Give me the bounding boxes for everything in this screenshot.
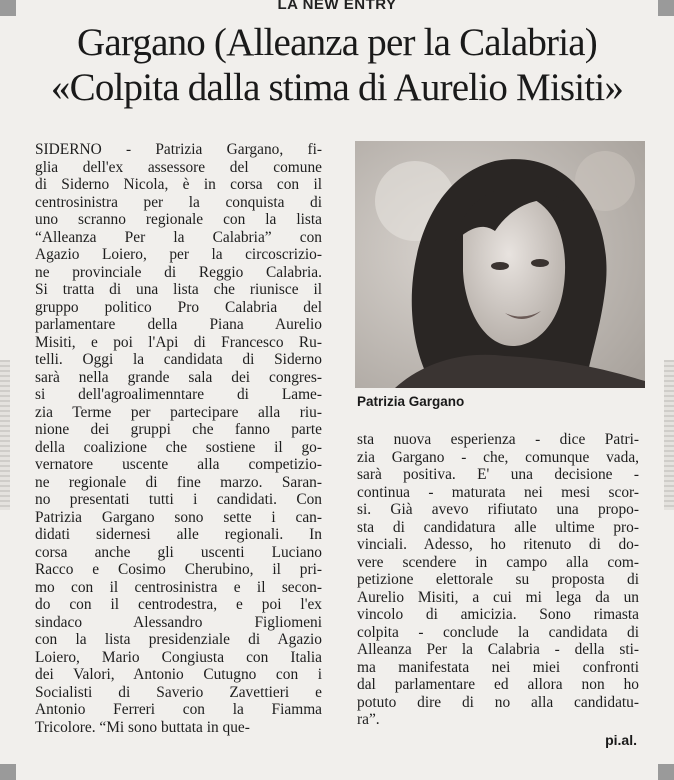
article-line: parlamentare della Piana Aurelio bbox=[35, 316, 322, 333]
article-line: Antonio Ferreri con la Fiamma bbox=[35, 701, 322, 718]
article-line: Loiero, Mario Congiusta con Italia bbox=[35, 648, 322, 666]
article-column-right bbox=[357, 431, 639, 729]
article-line: si. Già avevo rifiutato una propo- bbox=[357, 501, 639, 518]
frame-corner bbox=[0, 764, 16, 780]
portrait-image bbox=[355, 141, 645, 388]
scan-edge bbox=[0, 360, 10, 510]
article-line: “Alleanza Per la Calabria” con bbox=[35, 228, 322, 246]
article-line: do con il centrodestra, e poi l'ex bbox=[35, 596, 322, 613]
article-line: ra”. bbox=[357, 711, 380, 728]
photo-caption: Patrizia Gargano bbox=[357, 394, 465, 409]
article-line: Socialisti di Saverio Zavettieri e bbox=[35, 683, 322, 701]
scan-edge bbox=[664, 360, 674, 510]
article-line: nione dei gruppi che fanno parte bbox=[35, 421, 322, 438]
article-line: centrosinistra per la conquista di bbox=[35, 193, 322, 211]
article-line: gruppo politico Pro Calabria del bbox=[35, 298, 322, 316]
article-line: di Siderno Nicola, è in corsa con il bbox=[35, 176, 322, 193]
article-line: telli. Oggi la candidata di Siderno bbox=[35, 351, 322, 368]
article-line: sta nuova esperienza - dice Patri- bbox=[357, 431, 639, 448]
headline bbox=[0, 20, 674, 110]
article-line: Aurelio Misiti, a cui mi lega da un bbox=[357, 588, 639, 606]
article-column-left bbox=[35, 141, 322, 736]
article-line: sarà positiva. E' una decisione - bbox=[357, 466, 639, 483]
article-line: uno scranno regionale con la lista bbox=[35, 211, 322, 228]
article-line: Agazio Loiero, per la circoscrizio- bbox=[35, 246, 322, 263]
article-line: della coalizione che sostiene il go- bbox=[35, 438, 322, 456]
article-line: no presentati tutti i candidati. Con bbox=[35, 491, 322, 508]
article-line: continua - maturata nei mesi scor- bbox=[357, 483, 639, 501]
article-line: Patrizia Gargano sono sette i can- bbox=[35, 508, 322, 526]
article-line: colpita - conclude la candidata di bbox=[357, 623, 639, 641]
article-line: petizione elettorale su proposta di bbox=[357, 571, 639, 588]
article-line: SIDERNO - Patrizia Gargano, fi- bbox=[35, 141, 322, 158]
section-kicker: LA NEW ENTRY bbox=[277, 0, 397, 13]
article-line: si dell'agroalimenntare di Lame- bbox=[35, 386, 322, 403]
portrait-photo bbox=[355, 141, 645, 388]
article-line: sta di candidatura alle ultime pro- bbox=[357, 518, 639, 536]
article-line: dal parlamentare ed allora non ho bbox=[357, 676, 639, 693]
article-line: didati sidernesi alle regionali. In bbox=[35, 526, 322, 543]
article-line: ma manifestata nei miei confronti bbox=[357, 658, 639, 676]
article-line: mo con il centrosinistra e il secon- bbox=[35, 578, 322, 596]
article-line: sindaco Alessandro Figliomeni bbox=[35, 613, 322, 631]
article-line: Racco e Cosimo Cherubino, il pri- bbox=[35, 561, 322, 578]
article-line: zia Gargano - che, comunque vada, bbox=[357, 448, 639, 466]
article-line: zia Terme per partecipare alla riu- bbox=[35, 403, 322, 421]
article-line: ne provinciale di Reggio Calabria. bbox=[35, 263, 322, 281]
article-line: potuto dire di no alla candidatu- bbox=[357, 693, 639, 711]
article-line: vernatore uscente alla competizio- bbox=[35, 456, 322, 473]
article-line: vinciali. Adesso, ho ritenuto di do- bbox=[357, 536, 639, 553]
article-line: corsa anche gli uscenti Luciano bbox=[35, 543, 322, 561]
article-line: dei Valori, Antonio Cutugno con i bbox=[35, 666, 322, 683]
article-line: Misiti, e poi l'Api di Francesco Ru- bbox=[35, 333, 322, 351]
article-line: vere scendere in campo alla com- bbox=[357, 553, 639, 571]
article-line: ne regionale di fine marzo. Saran- bbox=[35, 473, 322, 491]
article-line: Si tratta di una lista che riunisce il bbox=[35, 281, 322, 298]
article-line: Tricolore. “Mi sono buttata in que- bbox=[35, 718, 250, 736]
headline-line-1: Gargano (Alleanza per la Calabria) bbox=[77, 21, 597, 64]
article-line: glia dell'ex assessore del comune bbox=[35, 158, 322, 176]
author-signature: pi.al. bbox=[605, 732, 637, 748]
headline-line-2: «Colpita dalla stima di Aurelio Misiti» bbox=[50, 66, 624, 109]
article-line: vincolo di amicizia. Sono rimasta bbox=[357, 606, 639, 623]
article-line: con la lista presidenziale di Agazio bbox=[35, 631, 322, 648]
article-line: sarà nella grande sala dei congres- bbox=[35, 368, 322, 386]
frame-corner bbox=[658, 764, 674, 780]
article-line: Alleanza Per la Calabria - della sti- bbox=[357, 641, 639, 658]
